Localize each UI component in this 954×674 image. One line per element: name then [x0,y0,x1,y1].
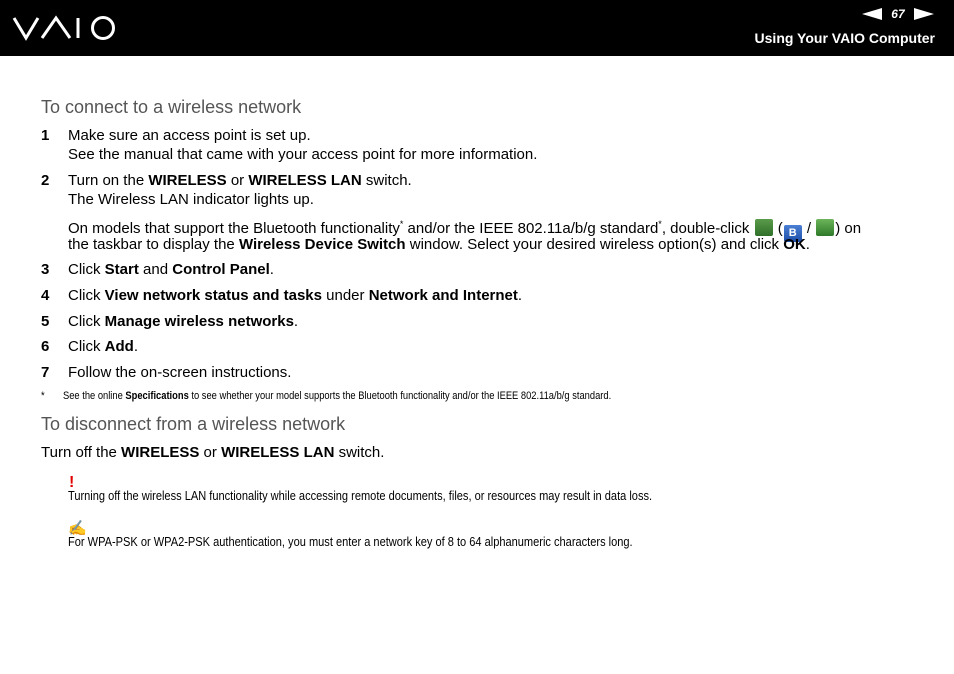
step-number: 7 [41,364,50,381]
step5-text: Click Manage wireless networks. [68,313,299,330]
step7-text: Follow the on-screen instructions. [68,364,292,381]
page-header [0,0,954,56]
previous-page-icon[interactable] [862,8,882,20]
step2-line2: The Wireless LAN indicator lights up. [68,191,314,208]
connect-heading: To connect to a wireless network [41,97,302,117]
step6-text: Click Add. [68,338,139,355]
wireless-lan-icon[interactable] [816,219,834,236]
step2-line1: Turn on the WIRELESS or WIRELESS LAN switch. [68,172,412,189]
tip-pen-icon: ✍ [68,520,87,537]
step-number: 2 [41,172,50,189]
disconnect-heading: To disconnect from a wireless network [41,414,346,434]
warning-icon: ! [69,474,75,491]
warning-note: Turning off the wireless LAN functionality while accessing remote documents, files, or resources may result in data loss. [68,488,653,503]
wireless-switch-icon[interactable] [755,219,773,236]
vaio-logo [12,14,122,42]
step-number: 3 [41,261,50,278]
step2-line4: the taskbar to display the Wireless Device Switch window. Select your desired wireless option(s) and click OK. [68,236,810,253]
bluetooth-icon[interactable]: B [784,225,802,242]
tip-note: For WPA-PSK or WPA2-PSK authentication, you must enter a network key of 8 to 64 alphanumeric characters long. [68,534,633,549]
step-number: 5 [41,313,50,330]
section-title: Using Your VAIO Computer [754,30,935,46]
footnote-text: See the online Specifications to see whether your model supports the Bluetooth functionality and/or the IEEE 802.11a/b/g standard. [63,390,612,402]
step1-line2: See the manual that came with your access point for more information. [68,146,538,163]
step-number: 1 [41,127,50,144]
step3-text: Click Start and Control Panel. [68,261,274,278]
page-number: 67 [891,6,905,21]
next-page-icon[interactable] [914,8,934,20]
step4-text: Click View network status and tasks under Network and Internet. [68,287,523,304]
step-number: 6 [41,338,50,355]
page-navigation [862,6,934,21]
step2-line3: On models that support the Bluetooth functionality* and/or the IEEE 802.11a/b/g standard*, double-click ( B / ) on [68,215,861,242]
step1-line1: Make sure an access point is set up. [68,127,311,144]
disconnect-text: Turn off the WIRELESS or WIRELESS LAN switch. [41,444,385,461]
footnote-mark: * [41,390,45,402]
step-number: 4 [41,287,50,304]
